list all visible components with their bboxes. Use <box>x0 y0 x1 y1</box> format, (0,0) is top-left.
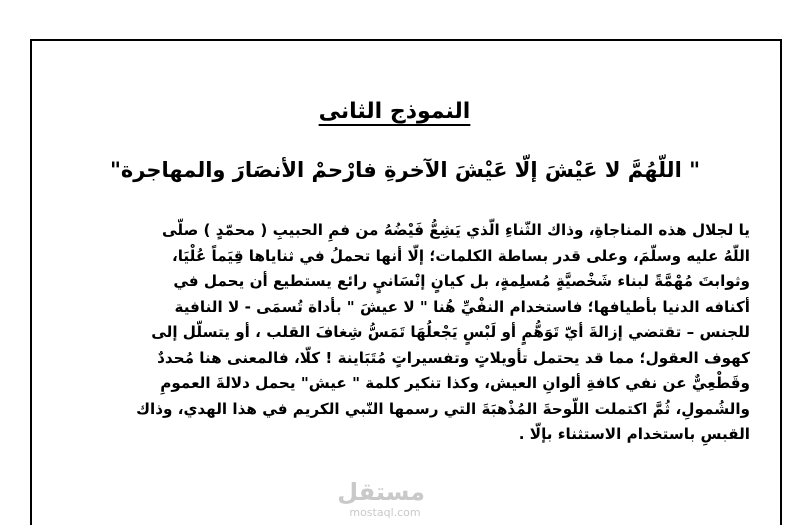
paragraph-line: القبسِ باستخدام الاستثناء بإلّا . <box>518 425 750 443</box>
watermark-arabic: مستقل <box>337 478 425 506</box>
quoted-supplication: " اللّهُمَّ لا عَيْشَ إلّا عَيْشَ الآخرةِ فارْحمْ الأنصَارَ والمهاجرة" <box>109 158 701 182</box>
heading-text: النموذج الثانى <box>318 99 471 124</box>
paragraph-line: كهوف العقول؛ مما قد يحتمل تأويلاتٍ وتفسيراتٍ مُتَبَاينة ! كلّا، فالمعنى هنا مُحددٌ <box>157 348 750 367</box>
body-paragraph <box>70 218 750 448</box>
document-heading <box>0 97 789 127</box>
paragraph-line: وقَطْعِيٌّ عن نفي كافةِ ألوانِ العيش، وكذا تنكير كلمة " عيش" يحمل دلالةَ العمومِ <box>160 374 750 392</box>
paragraph-line: والشُمولِ، ثُمَّ اكتملت اللّوحةَ المُذْهبَةَ التي رسمها النّبي الكريم في هذا الهدي، وذاك <box>136 399 750 418</box>
paragraph-line: أكنافه الدنيا بأطيافها؛ فاستخدام النفْيِّ هُنا " لا عيشَ " بأداة تُسمَى - لا النافية <box>174 297 750 316</box>
paragraph-line: للجنس – تقتضي إزالةَ أيّ تَوَهُّمٍ أو لَبْسٍ يَجْعلُهَا تَمَسُّ شِغافَ القلب ، أو يتسلّل إلى <box>151 323 750 341</box>
paragraph-line: اللّهُ عليه وسلّمَ، وعلى قدر بساطة الكلمات؛ إلّا أنها تحملُ في ثناياها قِيَماً عُلْيَا، <box>171 246 750 265</box>
paragraph-line: يا لجلال هذه المناجاةِ، وذاك الثّناءِ الّذي يَشِعُّ فَيْضُهُ من فمِ الحبيبِ ( محمّدٍ ) صلّى <box>162 221 750 239</box>
watermark-latin: mostaql.com <box>349 506 421 519</box>
paragraph-line: وثوابتَ مُهْمَّةً لبناء شَخْصيَّةٍ مُسلِمةٍ، بل كيانٍ إنْسَانيٍ رائع يستطيع أن يحمل في <box>173 272 750 290</box>
